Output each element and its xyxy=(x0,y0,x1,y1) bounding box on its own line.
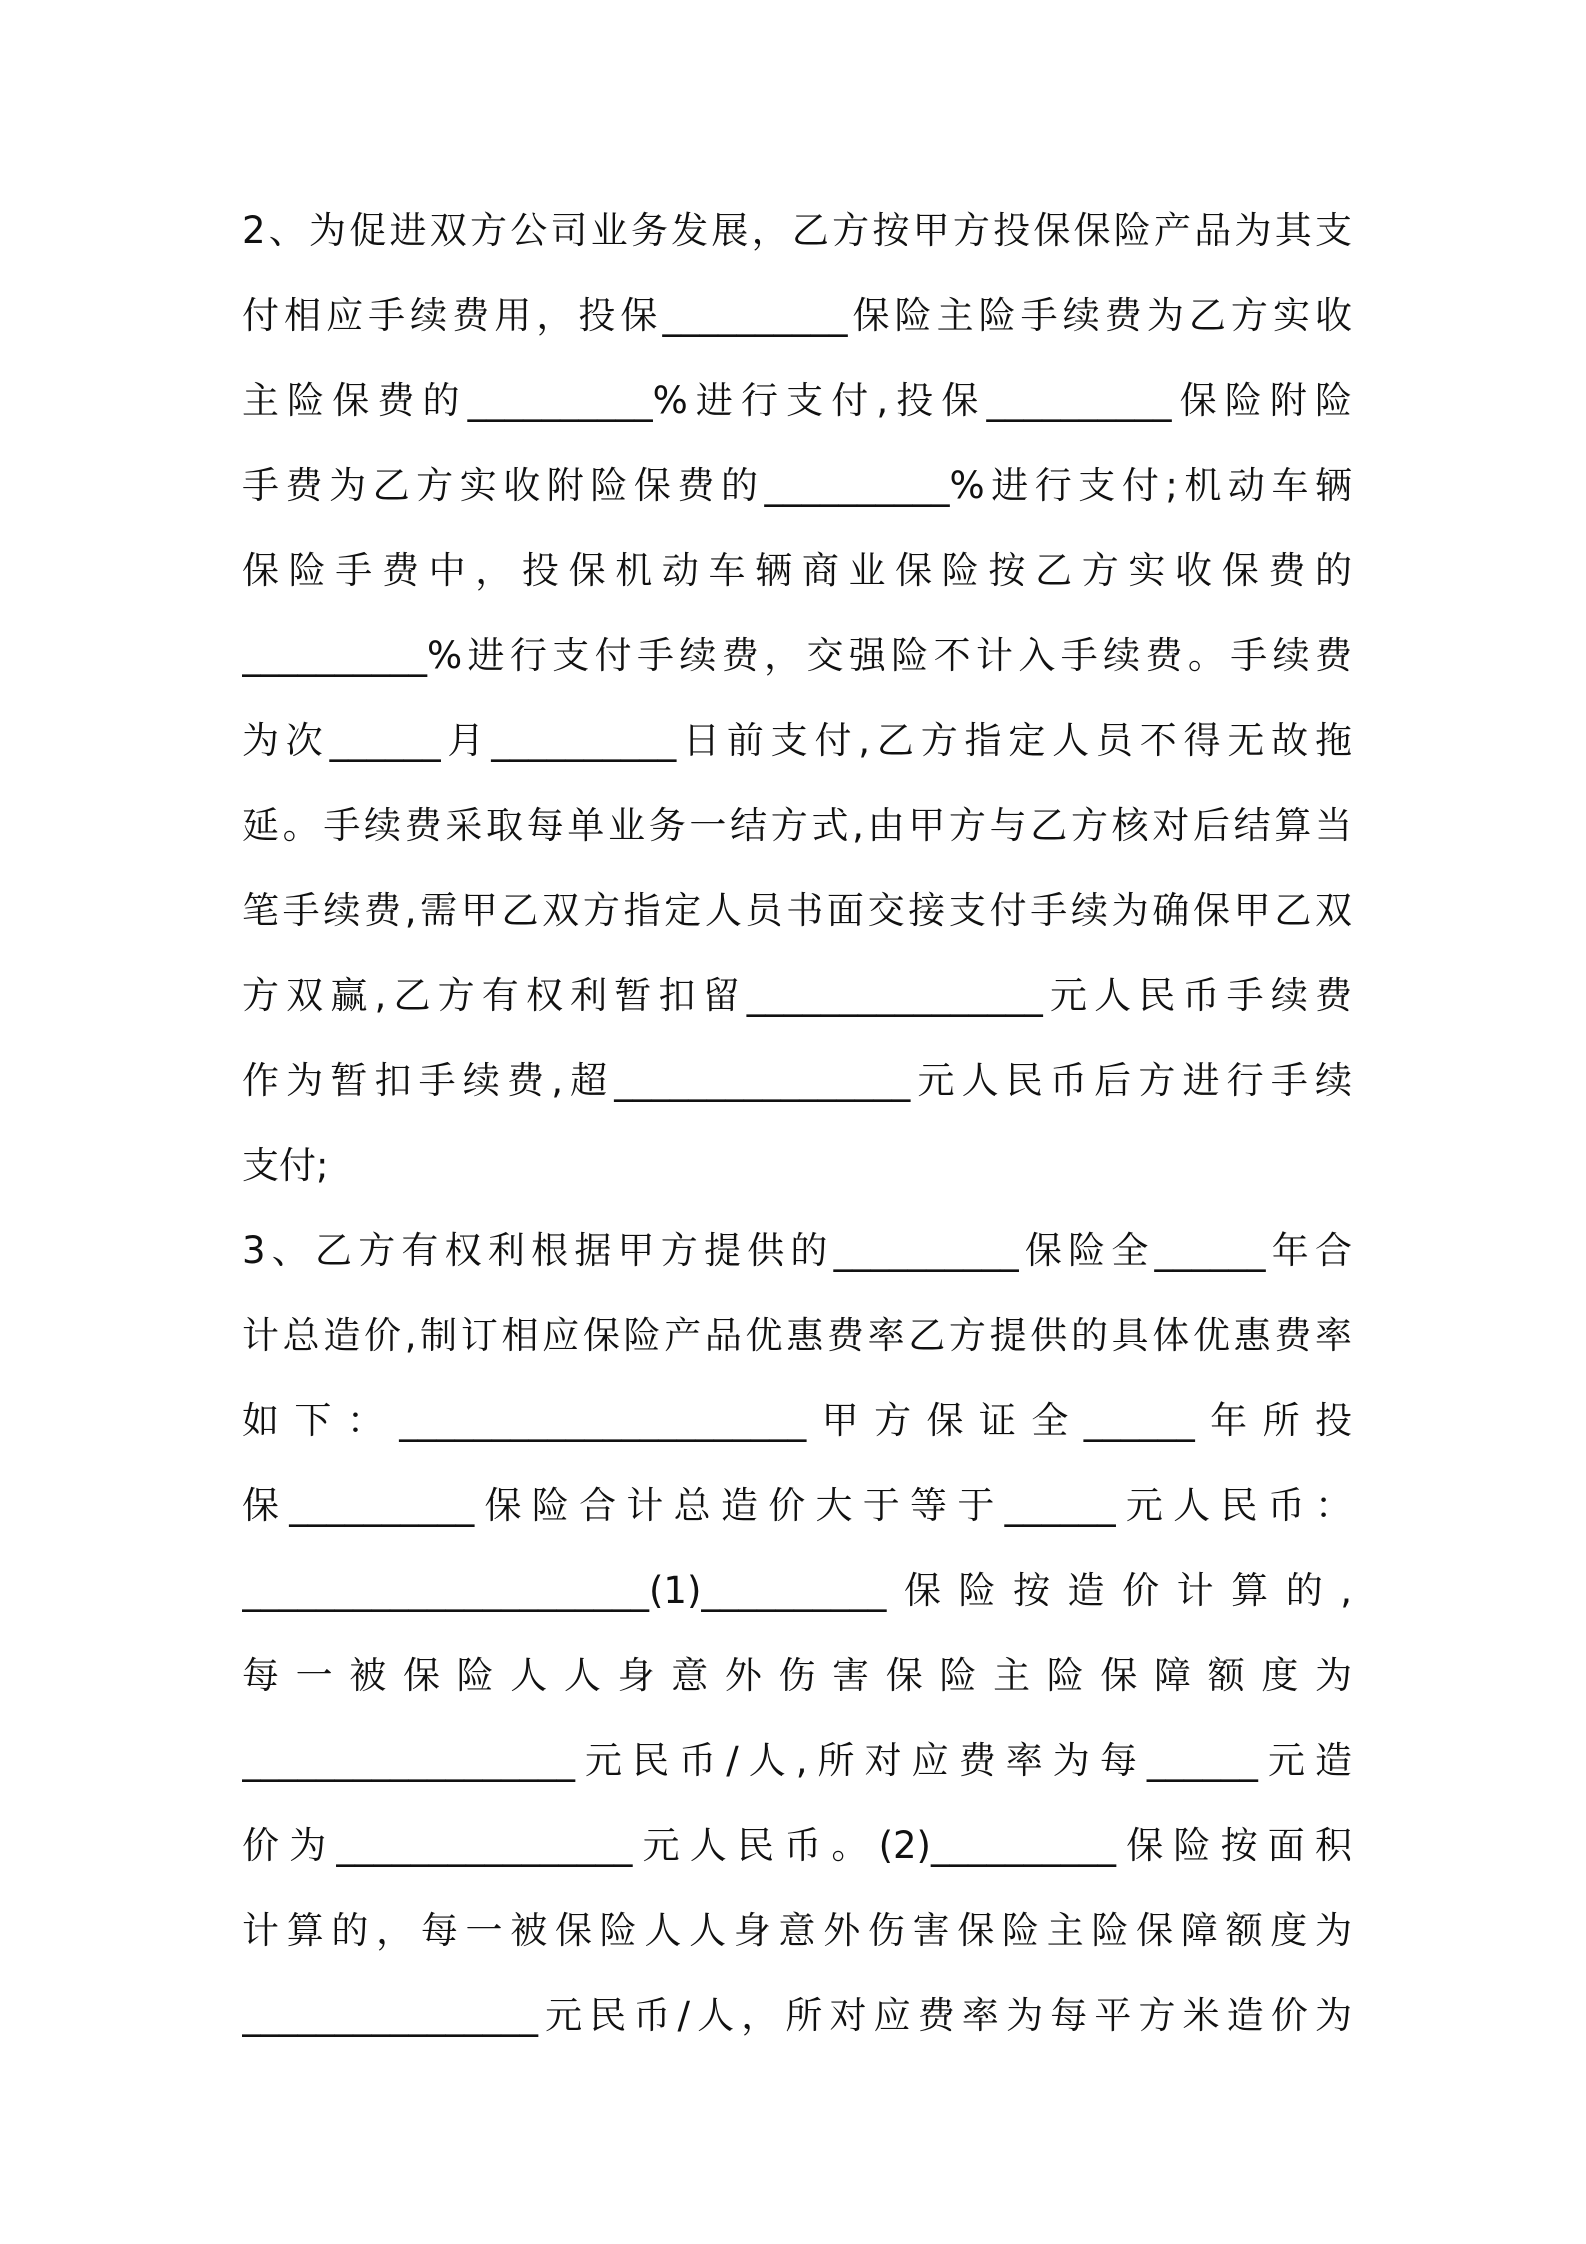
paragraph-3-line-8: 价为________________元人民币。(2)__________保险按面积 xyxy=(242,1824,1352,1867)
paragraph-3-line-6: 每一被保险人人身意外伤害保险主险保障额度为 xyxy=(242,1654,1352,1697)
paragraph-3-line-5: ______________________(1)__________保险按造价计算的, xyxy=(242,1569,1352,1612)
paragraph-2-line-7: 为次______月__________日前支付,乙方指定人员不得无故拖 xyxy=(242,719,1352,762)
paragraph-3-line-1: 3、乙方有权利根据甲方提供的__________保险全______年合 xyxy=(242,1229,1352,1272)
paragraph-2-line-11: 作为暂扣手续费,超________________元人民币后方进行手续 xyxy=(242,1059,1352,1102)
paragraph-3-line-10: ________________元民币/人，所对应费率为每平方米造价为 xyxy=(242,1994,1352,2037)
paragraph-2-line-4: 手费为乙方实收附险保费的__________%进行支付;机动车辆 xyxy=(242,464,1352,507)
paragraph-3-line-9: 计算的，每一被保险人人身意外伤害保险主险保障额度为 xyxy=(242,1909,1352,1952)
paragraph-2-line-5: 保险手费中，投保机动车辆商业保险按乙方实收保费的 xyxy=(242,549,1352,592)
paragraph-2-line-1: 2、为促进双方公司业务发展，乙方按甲方投保保险产品为其支 xyxy=(242,209,1352,252)
paragraph-2-line-2: 付相应手续费用，投保__________保险主险手续费为乙方实收 xyxy=(242,294,1352,337)
paragraph-3-line-3: 如下：______________________甲方保证全______年所投 xyxy=(242,1399,1352,1442)
paragraph-3-line-7: __________________元民币/人,所对应费率为每______元造 xyxy=(242,1739,1352,1782)
paragraph-3-line-4: 保__________保险合计总造价大于等于______元人民币： xyxy=(242,1484,1352,1527)
paragraph-2-line-6: __________%进行支付手续费，交强险不计入手续费。手续费 xyxy=(242,634,1352,677)
paragraph-2-line-12: 支付; xyxy=(242,1144,329,1187)
paragraph-2-line-3: 主险保费的__________%进行支付,投保__________保险附险 xyxy=(242,379,1352,422)
paragraph-2-line-8: 延。手续费采取每单业务一结方式,由甲方与乙方核对后结算当 xyxy=(242,804,1352,847)
paragraph-3-line-2: 计总造价,制订相应保险产品优惠费率乙方提供的具体优惠费率 xyxy=(242,1314,1352,1357)
paragraph-2-line-10: 方双赢,乙方有权利暂扣留________________元人民币手续费 xyxy=(242,974,1352,1017)
paragraph-2-line-9: 笔手续费,需甲乙双方指定人员书面交接支付手续为确保甲乙双 xyxy=(242,889,1352,932)
